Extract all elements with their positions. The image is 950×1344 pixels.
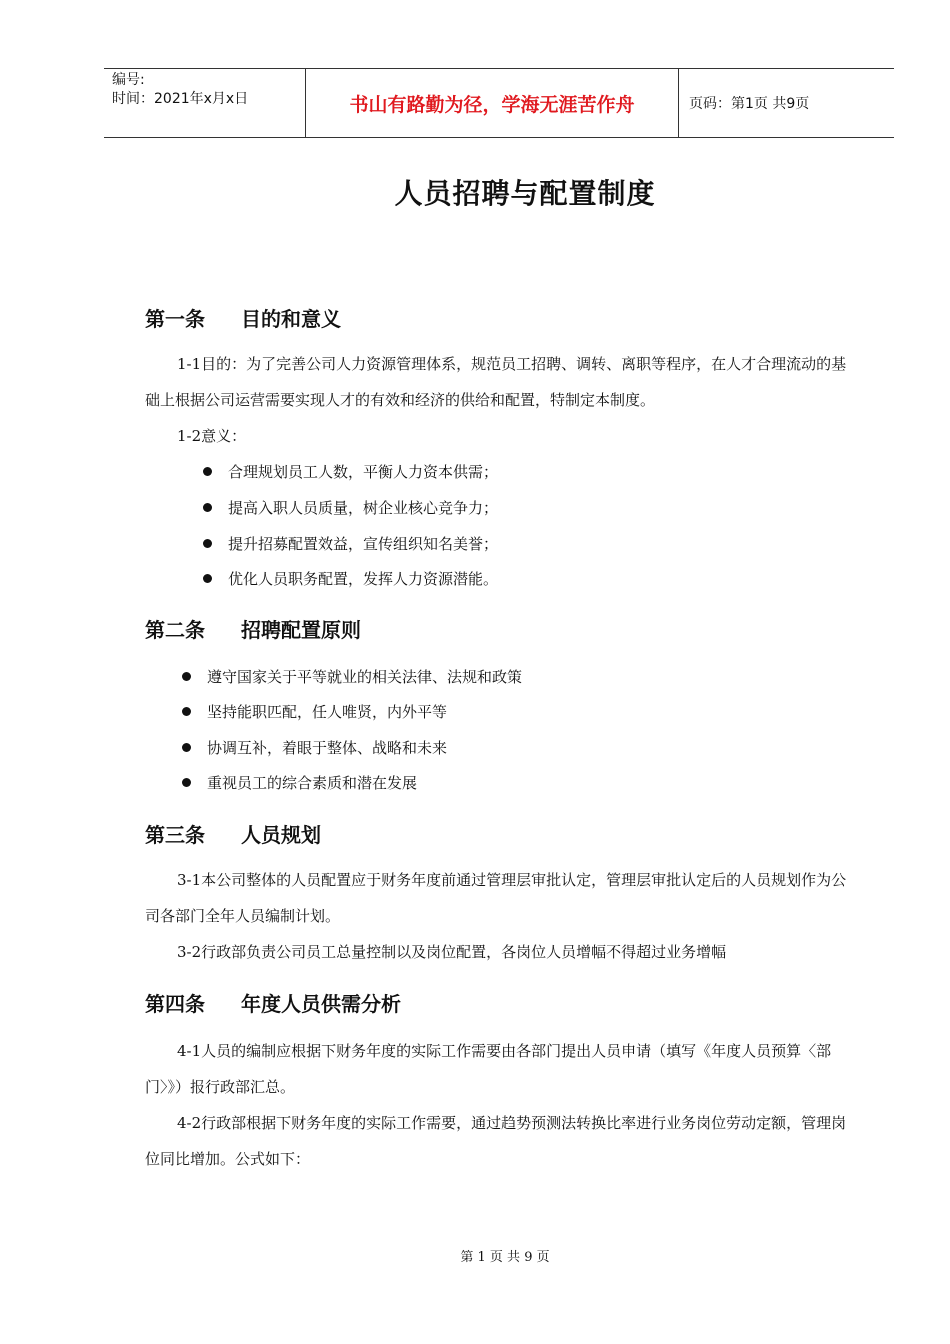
section-heading-4 <box>145 988 401 1017</box>
header-info <box>104 69 306 137</box>
document-title: 人员招聘与配置制度 <box>394 177 656 210</box>
paragraph-4-1: 4-1人员的编制应根据下财务年度的实际工作需要由各部门提出人员申请（填写《年度人员预算〈部门〉》）报行政部汇总。 <box>145 1042 832 1096</box>
section-number: 第一条 <box>145 307 205 331</box>
code-label: 编号: <box>112 72 145 88</box>
bullet-icon <box>203 539 212 548</box>
header-page-number: 页码：第1页 共9页 <box>689 96 810 112</box>
paragraph-3-2: 3-2行政部负责公司员工总量控制以及岗位配置，各岗位人员增幅不得超过业务增幅 <box>177 943 727 961</box>
list-item: 坚持能职匹配，任人唯贤，内外平等 <box>182 701 447 722</box>
list-item: 优化人员职务配置，发挥人力资源潜能。 <box>203 568 498 589</box>
section-name: 年度人员供需分析 <box>241 992 401 1016</box>
section-heading-2 <box>145 614 361 643</box>
list-item: 提升招募配置效益，宣传组织知名美誉； <box>203 533 498 554</box>
list-item: 合理规划员工人数，平衡人力资本供需； <box>203 461 498 482</box>
bullet-icon <box>203 467 212 476</box>
bullet-icon <box>203 574 212 583</box>
bullet-icon <box>182 743 191 752</box>
bullet-icon <box>182 672 191 681</box>
list-item: 提高入职人员质量，树企业核心竞争力； <box>203 497 498 518</box>
section-heading-3 <box>145 819 321 848</box>
list-item: 重视员工的综合素质和潜在发展 <box>182 772 417 793</box>
paragraph-4-2: 4-2行政部根据下财务年度的实际工作需要，通过趋势预测法转换比率进行业务岗位劳动定额，管理岗位同比增加。公式如下： <box>145 1114 847 1168</box>
section-name: 目的和意义 <box>241 307 341 331</box>
section-number: 第二条 <box>145 618 205 642</box>
section-heading-1 <box>145 303 341 332</box>
time-label: 时间：2021年x月x日 <box>112 91 249 107</box>
section-number: 第四条 <box>145 992 205 1016</box>
bullet-icon <box>182 707 191 716</box>
page-header <box>104 68 894 138</box>
header-motto: 书山有路勤为径，学海无涯苦作舟 <box>306 69 679 137</box>
paragraph-3-1: 3-1本公司整体的人员配置应于财务年度前通过管理层审批认定，管理层审批认定后的人员规划作为公司各部门全年人员编制计划。 <box>145 871 847 925</box>
bullet-icon <box>182 778 191 787</box>
bullet-icon <box>203 503 212 512</box>
section-number: 第三条 <box>145 823 205 847</box>
section-name: 招聘配置原则 <box>241 618 361 642</box>
page-footer: 第 1 页 共 9 页 <box>460 1250 550 1265</box>
paragraph-1-1: 1-1目的：为了完善公司人力资源管理体系，规范员工招聘、调转、离职等程序，在人才合理流动的基础上根据公司运营需要实现人才的有效和经济的供给和配置，特制定本制度。 <box>145 355 847 409</box>
paragraph-1-2: 1-2意义： <box>177 427 247 445</box>
list-item: 遵守国家关于平等就业的相关法律、法规和政策 <box>182 666 522 687</box>
section-name: 人员规划 <box>241 823 321 847</box>
list-item: 协调互补，着眼于整体、战略和未来 <box>182 737 447 758</box>
